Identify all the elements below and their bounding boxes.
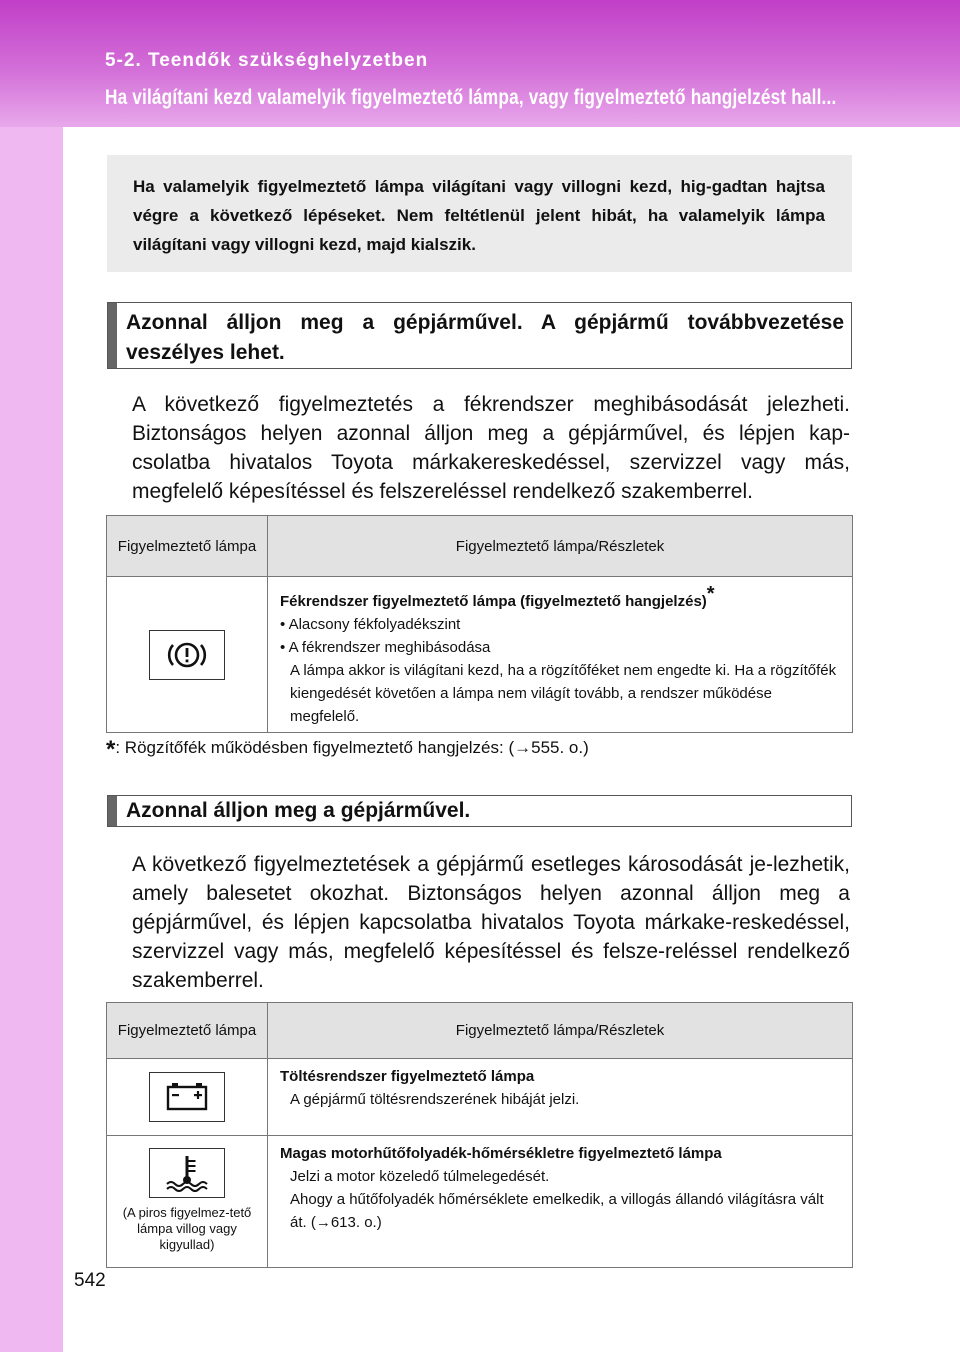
detail-item: • Alacsony fékfolyadékszint xyxy=(280,616,461,633)
section2-heading: Azonnal álljon meg a gépjárművel. xyxy=(126,799,471,822)
detail-text: Ahogy a hűtőfolyadék hőmérséklete emelkedik, a villogás állandó világításra vált át. (→613. o.) xyxy=(290,1191,824,1231)
section-label: 5-2. Teendők szükséghelyzetben xyxy=(105,50,429,71)
table-header-details: Figyelmeztető lámpa/Részletek xyxy=(268,1003,853,1059)
battery-icon xyxy=(149,1072,225,1122)
footnote-mark: * xyxy=(706,583,715,605)
lamp-title: Fékrendszer figyelmeztető lámpa (figyelmeztető hangjelzés) xyxy=(280,593,707,610)
table-row xyxy=(107,1059,853,1136)
section2-body: A következő figyelmeztetések a gépjármű esetleges károsodását je-lezhetik, amely balesetet okozhat. Biztonságos helyen azonnal álljon meg a gépjárművel, és lépjen kapcsolatba hivatalos Toyota márkake-reskedéssel, szervizzel vagy más, megfelelő képesítéssel és felsze-reléssel rendelkező szakemberrel. xyxy=(132,853,850,992)
brake-warning-icon xyxy=(149,630,225,680)
table-row xyxy=(107,1136,853,1268)
section1-heading: Azonnal álljon meg a gépjárművel. A gépjármű továbbvezetése veszélyes lehet. xyxy=(126,311,844,364)
detail-text: A lámpa akkor is világítani kezd, ha a rögzítőféket nem engedte ki. Ha a rögzítőfék kiengedését követően a lámpa nem világít tovább, a rendszer működése megfelelő. xyxy=(290,662,837,725)
lamp-title: Töltésrendszer figyelmeztető lámpa xyxy=(280,1068,535,1085)
page-title: Ha világítani kezd valamelyik figyelmeztető lámpa, vagy figyelmeztető hangjelzést hall... xyxy=(105,86,837,109)
detail-text: Jelzi a motor közeledő túlmelegedését. xyxy=(290,1168,550,1185)
table-row xyxy=(107,577,853,733)
page-header xyxy=(0,0,960,127)
table-header-details: Figyelmeztető lámpa/Részletek xyxy=(268,516,853,577)
page-side-band xyxy=(0,0,63,1352)
page-number: 542 xyxy=(74,1270,106,1291)
brake-warning-table xyxy=(106,515,853,733)
coolant-temperature-icon xyxy=(149,1148,225,1198)
vehicle-warning-table xyxy=(106,1002,853,1268)
footnote: *: Rögzítőfék működésben figyelmeztető hangjelzés: (→555. o.) xyxy=(106,736,589,763)
lamp-note: (A piros figyelmez-tető lámpa villog vagy kigyullad) xyxy=(122,1205,252,1252)
lamp-title: Magas motorhűtőfolyadék-hőmérsékletre figyelmeztető lámpa xyxy=(280,1145,722,1162)
table-header-lamp: Figyelmeztető lámpa xyxy=(107,516,268,577)
intro-text: Ha valamelyik figyelmeztető lámpa világítani vagy villogni kezd, hig-gadtan hajtsa végre a következő lépéseket. Nem feltétlenül jelent hibát, ha valamelyik lámpa világítani vagy villogni kezd, majd kialszik. xyxy=(133,177,825,254)
detail-item: • A fékrendszer meghibásodása xyxy=(280,639,491,656)
table-header-lamp: Figyelmeztető lámpa xyxy=(107,1003,268,1059)
detail-text: A gépjármű töltésrendszerének hibáját jelzi. xyxy=(290,1091,580,1108)
section1-body: A következő figyelmeztetés a fékrendszer meghibásodását jelezheti. Biztonságos helyen azonnal álljon meg a gépjárművel, és lépjen kap-csolatba hivatalos Toyota márkakereskedéssel, szervizzel vagy más, megfelelő képesítéssel és felszereléssel rendelkező szakemberrel. xyxy=(132,393,850,503)
